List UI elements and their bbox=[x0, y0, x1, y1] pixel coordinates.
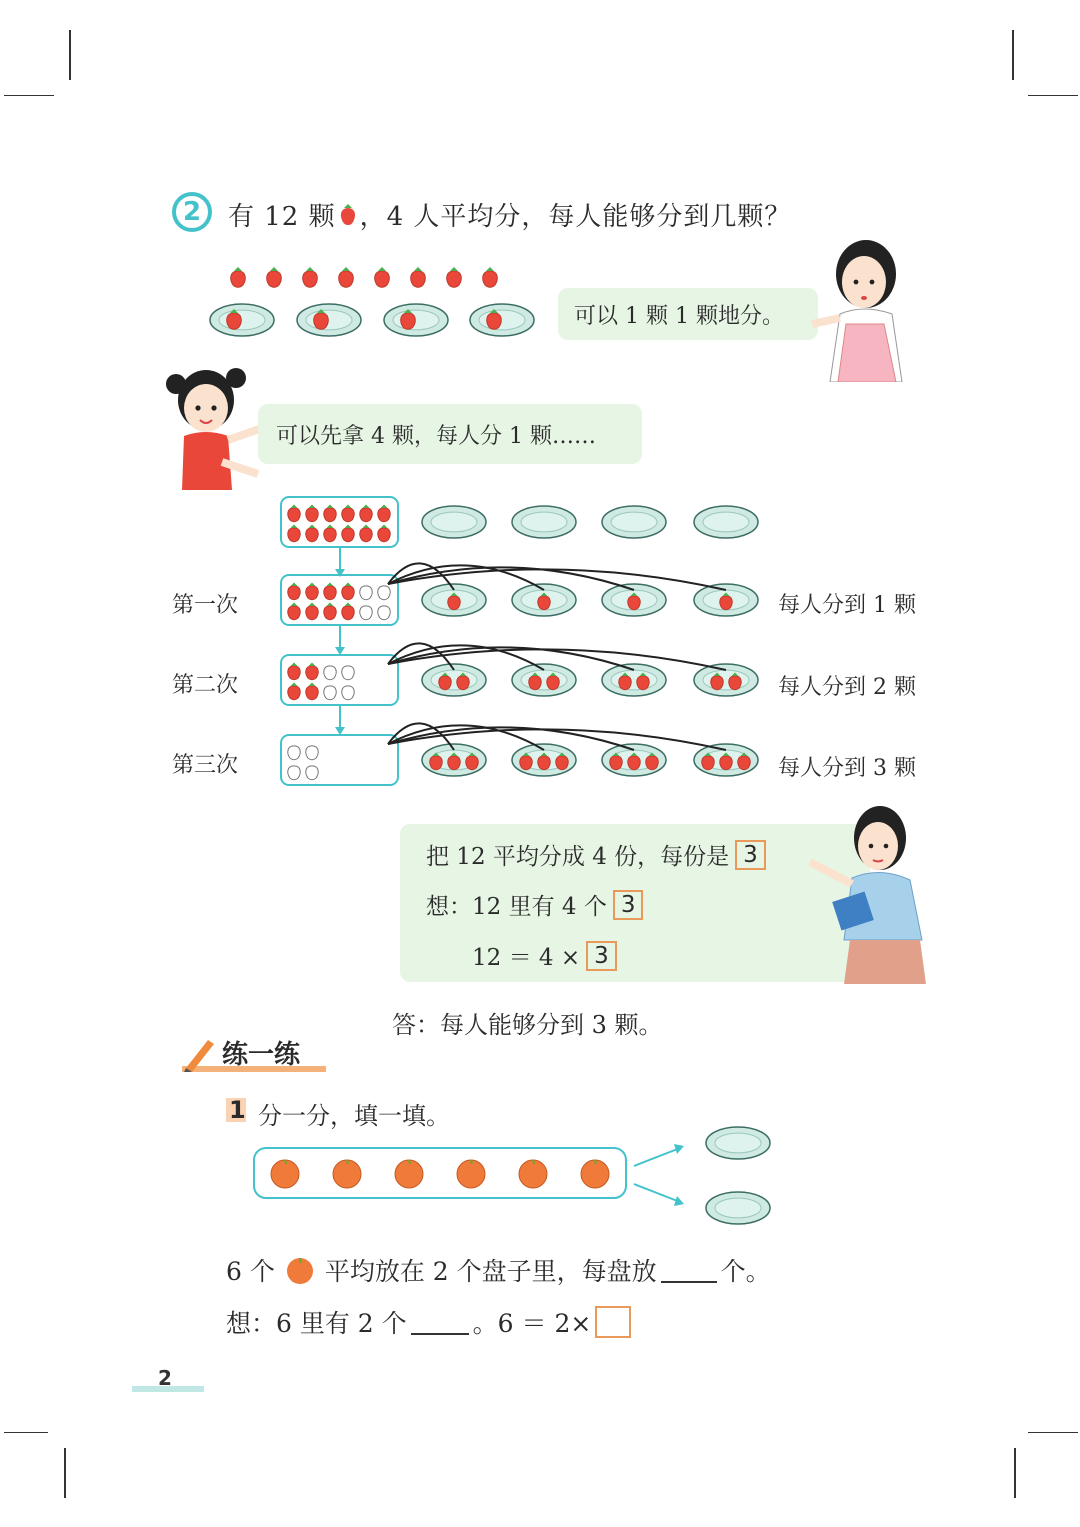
empty-strawberry-outline bbox=[360, 586, 372, 600]
apples-box bbox=[254, 1148, 626, 1198]
strawberry bbox=[306, 663, 318, 680]
apple bbox=[395, 1160, 423, 1188]
plate bbox=[384, 304, 448, 336]
apple bbox=[271, 1160, 299, 1188]
answer-blank[interactable] bbox=[411, 1309, 469, 1335]
crop-mark bbox=[64, 1448, 66, 1498]
strawberry bbox=[324, 583, 336, 600]
strawberry bbox=[360, 525, 372, 542]
strawberry bbox=[411, 267, 426, 287]
girl-speech-text: 可以先拿 4 颗，每人分 1 颗…… bbox=[276, 423, 596, 449]
plate bbox=[706, 1127, 770, 1159]
strawberry bbox=[306, 583, 318, 600]
teacher-speech-bubble bbox=[558, 288, 818, 340]
strawberry bbox=[306, 525, 318, 542]
empty-strawberry-outline bbox=[342, 666, 354, 680]
summary-line-2 bbox=[426, 888, 643, 921]
apples-division-figure bbox=[250, 1126, 780, 1236]
strawberry bbox=[342, 583, 354, 600]
plate bbox=[210, 304, 274, 336]
step-label: 第三次 bbox=[172, 753, 239, 778]
fill-text: 平均放在 2 个盘子里，每盘放 bbox=[324, 1257, 657, 1286]
step-result: 每人分到 2 颗 bbox=[778, 675, 916, 700]
down-arrowhead bbox=[335, 727, 345, 735]
strawberry bbox=[342, 603, 354, 620]
empty-strawberry-outline bbox=[288, 766, 300, 780]
problem-number-badge: 2 bbox=[172, 192, 212, 232]
empty-strawberry-outline bbox=[342, 686, 354, 700]
strawberry bbox=[288, 505, 300, 522]
strawberry bbox=[324, 525, 336, 542]
strawberry bbox=[360, 505, 372, 522]
strawberry bbox=[303, 267, 318, 287]
summary-text: 把 12 平均分成 4 份，每份是 bbox=[426, 844, 730, 870]
practice-title: 练一练 bbox=[222, 1040, 301, 1070]
empty-strawberry-outline bbox=[306, 746, 318, 760]
summary-text: 想：12 里有 4 个 bbox=[426, 894, 607, 920]
fill-text: 个。 bbox=[720, 1257, 771, 1286]
fill-text: 6 个 bbox=[226, 1257, 275, 1286]
summary-boxed-value: 3 bbox=[586, 941, 617, 971]
step-label: 第一次 bbox=[172, 593, 239, 618]
step-result: 每人分到 1 颗 bbox=[778, 593, 916, 618]
summary-boxed-value: 3 bbox=[735, 840, 766, 870]
crop-mark bbox=[4, 1432, 48, 1433]
plate bbox=[706, 1192, 770, 1224]
step-label: 第二次 bbox=[172, 673, 239, 698]
plate bbox=[694, 506, 758, 538]
strawberry bbox=[267, 267, 282, 287]
girl-illustration bbox=[162, 362, 272, 490]
crop-mark bbox=[69, 30, 71, 80]
fill-in-sentence-2 bbox=[226, 1304, 631, 1340]
strawberry bbox=[339, 267, 354, 287]
initial-strawberries-and-plates bbox=[200, 255, 560, 345]
empty-strawberry-outline bbox=[378, 606, 390, 620]
crop-mark bbox=[4, 95, 54, 96]
strawberry bbox=[288, 603, 300, 620]
answer-box[interactable] bbox=[595, 1306, 631, 1338]
empty-strawberry-outline bbox=[324, 686, 336, 700]
apple-icon bbox=[283, 1254, 317, 1286]
division-diagram bbox=[270, 490, 770, 800]
strawberry-icon bbox=[338, 203, 358, 227]
strawberry bbox=[306, 683, 318, 700]
strawberry bbox=[306, 603, 318, 620]
strawberry bbox=[324, 603, 336, 620]
strawberry bbox=[375, 267, 390, 287]
crop-mark bbox=[1014, 1448, 1016, 1498]
answer-text: 答：每人能够分到 3 颗。 bbox=[392, 1011, 663, 1039]
arrow-down bbox=[634, 1184, 680, 1202]
apple bbox=[333, 1160, 361, 1188]
summary-line-1 bbox=[426, 838, 766, 871]
fill-text: 想：6 里有 2 个 bbox=[226, 1309, 407, 1338]
teacher-speech-text: 可以 1 颗 1 颗地分。 bbox=[574, 303, 784, 329]
summary-equation: 12 ＝ 4 × bbox=[472, 945, 581, 971]
answer-blank[interactable] bbox=[661, 1257, 717, 1283]
plate bbox=[602, 506, 666, 538]
empty-strawberry-outline bbox=[288, 746, 300, 760]
crop-mark bbox=[1028, 1432, 1078, 1433]
strawberry bbox=[378, 505, 390, 522]
plate bbox=[422, 506, 486, 538]
strawberry bbox=[306, 505, 318, 522]
empty-strawberry-outline bbox=[306, 766, 318, 780]
strawberry bbox=[231, 267, 246, 287]
arrowhead bbox=[674, 1144, 684, 1154]
fill-in-sentence-1 bbox=[226, 1252, 771, 1288]
plate bbox=[470, 304, 534, 336]
page-number: 2 bbox=[158, 1366, 172, 1390]
practice-item-number: 1 bbox=[229, 1096, 246, 1124]
strawberry bbox=[483, 267, 498, 287]
teacher-with-book-illustration bbox=[800, 800, 940, 984]
arrowhead bbox=[674, 1196, 684, 1206]
apple bbox=[581, 1160, 609, 1188]
plate bbox=[694, 664, 758, 696]
strawberry bbox=[447, 267, 462, 287]
teacher-illustration bbox=[800, 232, 920, 382]
strawberry bbox=[342, 505, 354, 522]
crop-mark bbox=[1012, 30, 1014, 80]
empty-strawberry-outline bbox=[360, 606, 372, 620]
plate bbox=[602, 664, 666, 696]
strawberry bbox=[288, 583, 300, 600]
question-text-rest: ，4 人平均分，每人能够分到几颗？ bbox=[359, 202, 792, 232]
down-arrowhead bbox=[335, 647, 345, 655]
summary-boxed-value: 3 bbox=[613, 890, 644, 920]
empty-strawberry-outline bbox=[378, 586, 390, 600]
girl-speech-bubble bbox=[258, 404, 642, 464]
strawberry bbox=[324, 505, 336, 522]
summary-line-3 bbox=[472, 939, 617, 972]
empty-strawberry-outline bbox=[324, 666, 336, 680]
plate bbox=[297, 304, 361, 336]
plate bbox=[512, 506, 576, 538]
crop-mark bbox=[1028, 95, 1078, 96]
step-result: 每人分到 3 颗 bbox=[778, 756, 916, 781]
fill-text: 。6 ＝ 2× bbox=[472, 1309, 592, 1338]
strawberry bbox=[288, 525, 300, 542]
strawberry bbox=[378, 525, 390, 542]
apple bbox=[519, 1160, 547, 1188]
apple bbox=[457, 1160, 485, 1188]
practice-instruction: 分一分，填一填。 bbox=[258, 1102, 450, 1130]
strawberry bbox=[288, 683, 300, 700]
problem-question bbox=[228, 196, 791, 233]
question-text: 有 12 颗 bbox=[228, 202, 336, 232]
strawberry bbox=[288, 663, 300, 680]
arrow-up bbox=[634, 1148, 680, 1166]
plate bbox=[512, 664, 576, 696]
strawberry bbox=[342, 525, 354, 542]
